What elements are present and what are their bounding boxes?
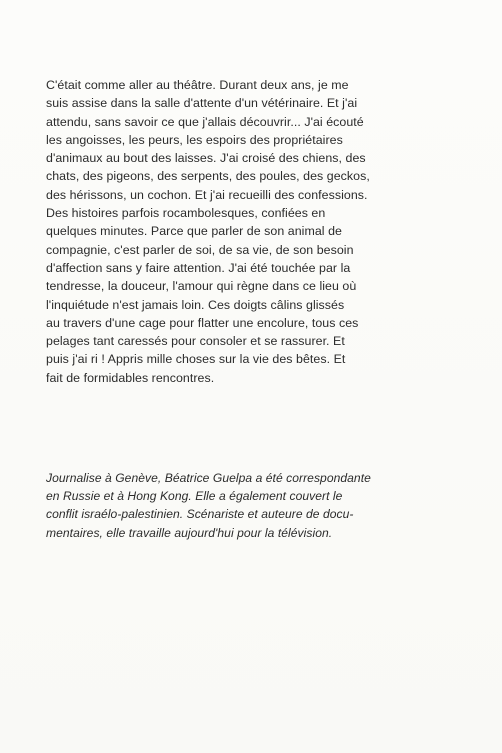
body-line: compagnie, c'est parler de soi, de sa vie, de son besoin bbox=[46, 242, 354, 257]
body-line: tendresse, la douceur, l'amour qui règne dans ce lieu où bbox=[46, 279, 357, 294]
body-line: d'affection sans y faire attention. J'ai été touchée par la bbox=[46, 260, 351, 275]
body-line: attendu, sans savoir ce que j'allais découvrir... J'ai écouté bbox=[46, 114, 364, 129]
body-line: l'inquiétude n'est jamais loin. Ces doigts câlins glissés bbox=[46, 297, 345, 312]
bio-line: conflit israélo-palestinien. Scénariste et auteure de docu- bbox=[46, 507, 354, 522]
body-paragraph bbox=[46, 76, 444, 387]
body-line: puis j'ai ri ! Appris mille choses sur la vie des bêtes. Et bbox=[46, 352, 346, 367]
bio-line: Journalise à Genève, Béatrice Guelpa a été correspondante bbox=[46, 471, 371, 485]
body-line: fait de formidables rencontres. bbox=[46, 370, 215, 385]
body-line: quelques minutes. Parce que parler de son animal de bbox=[46, 224, 342, 239]
body-line: suis assise dans la salle d'attente d'un vétérinaire. Et j'ai bbox=[46, 96, 358, 111]
bio-line: en Russie et à Hong Kong. Elle a également couvert le bbox=[46, 489, 343, 504]
body-line: les angoisses, les peurs, les espoirs des propriétaires bbox=[46, 132, 343, 147]
body-line: C'était comme aller au théâtre. Durant deux ans, je me bbox=[46, 78, 349, 92]
bio-line: mentaires, elle travaille aujourd'hui pour la télévision. bbox=[46, 525, 333, 540]
body-line: chats, des pigeons, des serpents, des poules, des geckos, bbox=[46, 169, 370, 184]
body-line: pelages tant caressés pour consoler et se rassurer. Et bbox=[46, 334, 345, 349]
author-bio-paragraph bbox=[46, 469, 444, 542]
body-line: Des histoires parfois rocambolesques, confiées en bbox=[46, 206, 326, 221]
body-line: d'animaux au bout des laisses. J'ai croisé des chiens, des bbox=[46, 151, 366, 166]
body-line: des hérissons, un cochon. Et j'ai recueilli des confessions. bbox=[46, 187, 368, 202]
body-line: au travers d'une cage pour flatter une encolure, tous ces bbox=[46, 315, 359, 330]
